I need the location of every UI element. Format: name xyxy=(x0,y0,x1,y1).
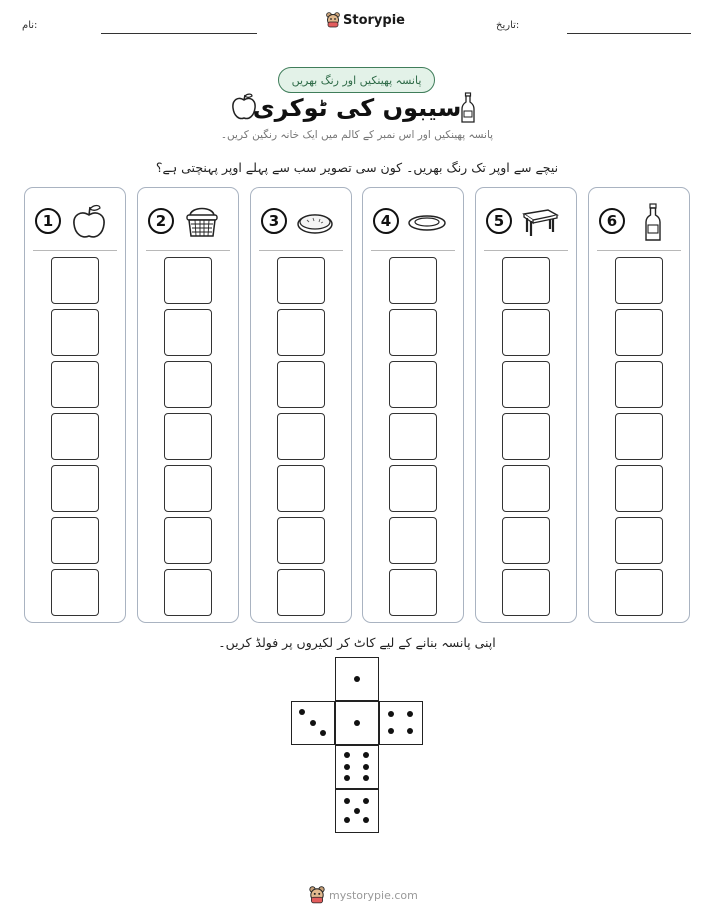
color-box[interactable] xyxy=(51,361,99,408)
die-pip xyxy=(354,676,360,682)
column-3 xyxy=(250,187,352,623)
column-header xyxy=(476,202,576,242)
die-pip xyxy=(354,720,360,726)
color-box[interactable] xyxy=(502,517,550,564)
color-box[interactable] xyxy=(502,257,550,304)
column-divider xyxy=(146,250,230,251)
color-box[interactable] xyxy=(277,413,325,460)
name-line xyxy=(101,33,257,34)
color-box[interactable] xyxy=(164,517,212,564)
column-header xyxy=(138,202,238,242)
die-pip xyxy=(407,711,413,717)
bear-footer-icon xyxy=(309,886,325,904)
date-line xyxy=(567,33,691,34)
die-face-1 xyxy=(335,701,379,745)
page-title: سیبوں کی ٹوکری xyxy=(252,94,462,122)
die-pip xyxy=(407,728,413,734)
bear-logo-icon xyxy=(326,12,340,28)
brand-name: Storypie xyxy=(343,12,405,28)
color-box[interactable] xyxy=(389,517,437,564)
die-pip xyxy=(344,764,350,770)
die-pip xyxy=(363,798,369,804)
column-2 xyxy=(137,187,239,623)
color-box[interactable] xyxy=(502,361,550,408)
bottle-icon xyxy=(633,202,673,242)
column-number: 4 xyxy=(373,208,399,234)
fold-instruction: اپنی پانسہ بنانے کے لیے کاٹ کر لکیروں پر فولڈ کریں۔ xyxy=(218,635,496,650)
pie-icon xyxy=(295,202,335,242)
color-box[interactable] xyxy=(164,309,212,356)
color-box[interactable] xyxy=(615,309,663,356)
die-pip xyxy=(344,752,350,758)
color-box[interactable] xyxy=(502,309,550,356)
color-box[interactable] xyxy=(277,569,325,616)
die-pip xyxy=(388,728,394,734)
die-pip xyxy=(363,775,369,781)
column-divider xyxy=(371,250,455,251)
footer-url: mystorypie.com xyxy=(329,888,418,902)
color-box[interactable] xyxy=(51,569,99,616)
apple-icon xyxy=(69,202,109,242)
color-box[interactable] xyxy=(389,465,437,512)
question-text: نیچے سے اوپر تک رنگ بھریں۔ کون سی تصویر سب سے پہلے اوپر پہنچتی ہے؟ xyxy=(155,160,559,175)
column-header xyxy=(589,202,689,242)
column-header xyxy=(251,202,351,242)
die-pip xyxy=(320,730,326,736)
color-box[interactable] xyxy=(615,517,663,564)
bottle-icon xyxy=(460,92,476,124)
color-box[interactable] xyxy=(615,361,663,408)
subtitle: پانسہ پھینکیں اور اس نمبر کے کالم میں ایک خانہ رنگین کریں۔ xyxy=(220,129,494,141)
die-pip xyxy=(299,709,305,715)
die-pip xyxy=(363,817,369,823)
basket-icon xyxy=(182,202,222,242)
brand-logo xyxy=(326,12,405,28)
color-box[interactable] xyxy=(277,361,325,408)
column-number: 1 xyxy=(35,208,61,234)
column-4 xyxy=(362,187,464,623)
color-box[interactable] xyxy=(389,413,437,460)
plate-icon xyxy=(407,202,447,242)
color-box[interactable] xyxy=(389,569,437,616)
column-divider xyxy=(259,250,343,251)
column-divider xyxy=(597,250,681,251)
column-number: 5 xyxy=(486,208,512,234)
die-pip xyxy=(363,764,369,770)
color-box[interactable] xyxy=(277,465,325,512)
die-face-5 xyxy=(335,789,379,833)
color-box[interactable] xyxy=(51,309,99,356)
column-1 xyxy=(24,187,126,623)
die-face-6 xyxy=(335,745,379,789)
color-box[interactable] xyxy=(164,257,212,304)
color-box[interactable] xyxy=(502,413,550,460)
column-divider xyxy=(33,250,117,251)
die-pip xyxy=(344,798,350,804)
name-label: نام: xyxy=(22,20,38,31)
die-pip xyxy=(344,775,350,781)
color-box[interactable] xyxy=(164,361,212,408)
color-box[interactable] xyxy=(164,465,212,512)
die-pip xyxy=(344,817,350,823)
date-label: تاریخ: xyxy=(496,20,520,31)
color-box[interactable] xyxy=(277,257,325,304)
die-pip xyxy=(354,808,360,814)
column-divider xyxy=(484,250,568,251)
column-number: 6 xyxy=(599,208,625,234)
color-box[interactable] xyxy=(277,309,325,356)
die-pip xyxy=(310,720,316,726)
footer xyxy=(309,886,418,904)
color-box[interactable] xyxy=(615,257,663,304)
color-box[interactable] xyxy=(615,413,663,460)
color-box[interactable] xyxy=(389,361,437,408)
color-box[interactable] xyxy=(277,517,325,564)
color-box[interactable] xyxy=(389,309,437,356)
column-header xyxy=(25,202,125,242)
instruction-pill: پانسہ پھینکیں اور رنگ بھریں xyxy=(278,67,435,93)
color-box[interactable] xyxy=(51,413,99,460)
color-box[interactable] xyxy=(615,569,663,616)
color-box[interactable] xyxy=(51,257,99,304)
color-box[interactable] xyxy=(51,517,99,564)
die-face-4 xyxy=(379,701,423,745)
column-header xyxy=(363,202,463,242)
die-pip xyxy=(363,752,369,758)
die-pip xyxy=(388,711,394,717)
color-box[interactable] xyxy=(51,465,99,512)
color-box[interactable] xyxy=(615,465,663,512)
color-box[interactable] xyxy=(389,257,437,304)
die-face-1 xyxy=(335,657,379,701)
color-box[interactable] xyxy=(502,569,550,616)
column-number: 3 xyxy=(261,208,287,234)
stool-icon xyxy=(520,202,560,242)
column-number: 2 xyxy=(148,208,174,234)
column-5 xyxy=(475,187,577,623)
die-face-3 xyxy=(291,701,335,745)
color-box[interactable] xyxy=(164,413,212,460)
column-6 xyxy=(588,187,690,623)
color-box[interactable] xyxy=(164,569,212,616)
color-box[interactable] xyxy=(502,465,550,512)
